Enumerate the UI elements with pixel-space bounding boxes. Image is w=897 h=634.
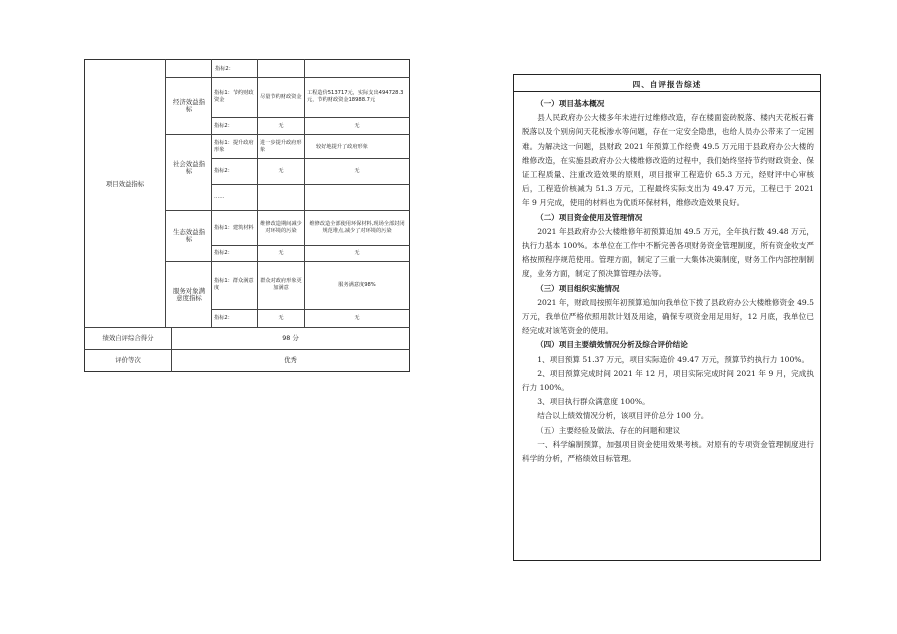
col-divider [304,59,305,327]
ecology-ind2-label: 指标2： [214,250,233,256]
social-ind1-label: 指标1：提升政府形象 [214,140,254,153]
econ-ind1-label: 指标1：节约财政资金 [214,90,254,103]
service-ind2-value: 无 [354,315,360,321]
section-heading: （三）项目组织实施情况 [536,283,620,293]
section-heading: （五）主要经验及做法、存在的问题和建议 [536,425,681,435]
section-heading: （二）项目资金使用及管理情况 [536,212,643,222]
report-page [513,74,821,561]
row-divider [165,210,410,211]
row-divider [165,134,410,135]
social-ellipsis: …… [214,193,225,200]
paragraph: 结合以上绩效情况分析，该项目评价总分 100 分。 [537,411,709,421]
report-title: 四、自评报告综述 [632,80,702,89]
row-divider [211,184,410,185]
service-ind2-label: 指标2： [214,315,233,321]
row-divider [165,261,410,262]
econ-ind1-target: 尽量节约财政资金 [260,93,302,100]
paragraph: 2021 年县政府办公大楼维修年初预算追加 49.5 万元，全年执行数 49.48 万元，执行力基本 100%。本单位在工作中不断完善各项财务资金管理制度，所有资金收支严格按照程序规范使用。管理方面，制定了三重一大集体决策制度，财务工作内部控制制度，业务方面，制定了预决算管理办法等。 [522,226,814,279]
title-divider [514,91,820,92]
social-ind2-label: 指标2： [214,167,233,174]
report-body [522,97,814,466]
econ-ind2-target: 无 [278,122,284,129]
grade-label: 评价等次 [115,356,141,364]
ecology-category: 生态效益指标 [173,228,205,243]
ecology-ind2-value: 无 [354,250,360,256]
paragraph: 2021 年，财政局按照年初预算追加向我单位下拨了县政府办公大楼维修资金 49.5 万元，我单位严格依照用款计划及用途，确保专项资金用足用好，12 月底，我单位已经完成对该笔资金的使用。 [522,297,814,336]
score-label: 绩效自评综合得分 [102,333,154,342]
col-divider [257,59,258,327]
service-ind1-value: 服务满意度98% [338,281,376,288]
social-ind1-target: 进一步提升政府形象 [260,140,302,153]
service-ind2-target: 无 [278,315,284,321]
social-ind2-target: 无 [278,167,284,174]
social-ind1-value: 较好地提升了政府形象 [316,143,368,150]
ecology-ind2-target: 无 [278,250,284,256]
row-divider [165,77,211,78]
paragraph: 一、科学编制预算，加强项目资金使用效果考核。对原有的专项资金管理制度进行科学的分析，严格绩效目标管理。 [522,439,814,464]
group-label [88,169,162,199]
group-label-text: 项目效益指标 [105,180,145,188]
service-category: 服务对象满意度指标 [173,287,205,302]
social-ind2-value: 无 [354,167,360,174]
service-ind1-target: 群众对政府形象更加满意 [260,278,302,291]
ecology-ind1-label: 指标1：建筑材料 [214,224,254,231]
score-value: 98 分 [282,333,299,342]
paragraph: 3、项目执行群众满意度 100%。 [537,397,650,407]
row-divider [211,309,410,310]
ecology-ind1-target: 维修改造期间减少对环境的污染 [260,221,302,234]
indicator-label: 指标2： [215,65,234,72]
col-divider [211,59,212,327]
econ-category: 经济效益指标 [173,98,205,113]
social-category: 社会效益指标 [173,160,205,175]
econ-ind1-value: 工程造价513717元，实际支出494728.3元，节约财政资金18988.7元 [307,90,404,103]
row-divider [211,117,410,118]
row-divider [211,245,410,246]
section-heading: （一）项目基本概况 [536,99,605,108]
econ-ind2-label: 指标2： [214,122,233,129]
section-heading: （四）项目主要绩效情况分析及综合评价结论 [536,340,688,350]
paragraph: 2、项目预算完成时间 2021 年 12 月，项目实际完成时间 2021 年 9 月，完成执行力 100%。 [522,368,814,393]
evaluation-table [84,59,410,372]
ecology-ind1-value: 维修改造全部使用环保材料,现场全部封闭规范堆点,减少了对环境的污染 [309,221,405,234]
row-divider [211,77,410,78]
paragraph: 县人民政府办公大楼多年未进行过维修改造，存在楼面瓷砖脱落、楼内天花板石膏脱落以及个别房间天花板渗水等问题，存在一定安全隐患，也给人员办公带来了一定困难。为解决这一问题，县财政 2021 年预算工作经费 49.5 万元用于县政府办公大楼的维修改造，在实施县政府办公大楼维修改造的过程中，我们始终坚持节约财政资金、保证工程质量、注重改造效果的原则，项目报审工程造价 65.3 万元，经财评中心审核后，工程造价核减为 51.3 万元，工程最终实际支出为 49.47 万元，工程已于 2021 年 9 月完成，使用的材料也为优质环保材料，维修改造效果良好。 [522,113,814,208]
service-ind1-label: 指标1：群众满意度 [214,278,254,291]
col-divider [165,59,166,327]
row-divider [211,158,410,159]
econ-ind2-value: 无 [354,122,360,129]
grade-value: 优秀 [284,356,297,364]
paragraph: 1、项目预算 51.37 万元，项目实际造价 49.47 万元，预算节约执行力 100%。 [537,354,810,364]
